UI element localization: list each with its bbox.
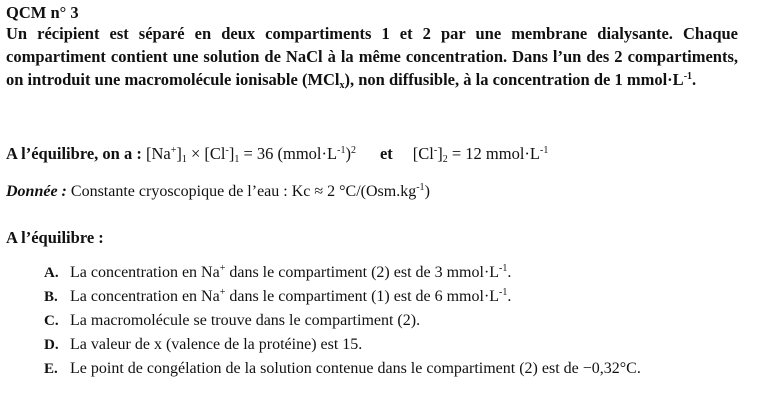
donnee-text: Constante cryoscopique de l’eau : Kc ≈ 2 °C/(Osm.kg (66, 183, 417, 200)
equilibrium-line (6, 144, 548, 164)
option-text-mid: dans le compartiment (2) est de 3 mmol·L (225, 264, 500, 281)
option-letter: E. (44, 361, 58, 377)
cl-open: [Cl (204, 144, 226, 163)
answer-options (44, 262, 734, 382)
option-text-pre: La concentration en Na (70, 264, 220, 281)
option-d[interactable] (44, 334, 734, 356)
option-text-end: . (507, 264, 512, 281)
option-letter: D. (44, 337, 59, 353)
option-b[interactable] (44, 286, 734, 308)
cl-close: ] (228, 144, 235, 163)
na-charge: + (170, 145, 177, 156)
cl2-value: = 12 mmol·L (447, 144, 540, 163)
equilibrium-lead: A l’équilibre, on a : (6, 144, 146, 163)
cl-charge: - (225, 145, 229, 156)
option-c[interactable] (44, 310, 734, 332)
product-unit-exp: -1 (337, 145, 346, 156)
stem-text-end: ), non diffusible, à la concentration de 1 mmol·L (344, 70, 684, 89)
na-compartment: 1 (181, 154, 187, 165)
stem-subscript: x (339, 80, 345, 91)
donnee-label: Donnée : (6, 183, 67, 200)
question-stem (6, 22, 738, 91)
option-text-pre: La concentration en Na (70, 288, 220, 305)
donnee-tail: ) (424, 183, 430, 200)
times-sign: × (186, 144, 205, 163)
option-text: La valeur de x (valence de la protéine) est 15. (70, 336, 363, 353)
option-letter: B. (44, 289, 58, 305)
stem-tail: . (692, 70, 697, 89)
na-close: ] (176, 144, 182, 163)
unit-exponent: -1 (499, 263, 508, 274)
stem-text: Un récipient est séparé en deux compartiments 1 et 2 par une membrane dialysante. Chaque compartiment contient une solution de NaCl à la même concentration. Dans l’un des 2 compartiments, on introduit une macromolécule ionisable (MCl (6, 24, 738, 89)
option-a[interactable] (44, 262, 734, 284)
donnee-line (6, 183, 430, 201)
option-letter: C. (44, 313, 59, 329)
option-text-mid: dans le compartiment (1) est de 6 mmol·L (225, 288, 500, 305)
option-e[interactable] (44, 358, 734, 380)
option-text-end: . (507, 288, 512, 305)
product-value: = 36 (mmol·L (239, 144, 338, 163)
options-heading: A l’équilibre : (6, 228, 104, 247)
stem-superscript: -1 (683, 71, 693, 82)
cl2-close: ] (437, 144, 443, 163)
product-close: ) (345, 144, 351, 163)
ion-charge: + (219, 287, 226, 298)
na-open: [Na (145, 144, 171, 163)
question-title: QCM n° 3 (6, 3, 79, 22)
cl2-compartment: 2 (442, 154, 448, 165)
unit-exponent: -1 (499, 287, 508, 298)
cl2-open: [Cl (412, 144, 434, 163)
product-power: 2 (350, 145, 356, 156)
option-text: Le point de congélation de la solution contenue dans le compartiment (2) est de −0,32°C. (70, 360, 641, 377)
option-text: La macromolécule se trouve dans le compartiment (2). (70, 312, 421, 329)
cl2-charge: - (433, 145, 438, 156)
cl2-unit-exp: -1 (539, 145, 549, 156)
et-conjunction: et (379, 144, 393, 163)
option-letter: A. (44, 265, 59, 281)
option-text (70, 262, 734, 284)
cl-compartment: 1 (234, 154, 240, 165)
donnee-superscript: -1 (416, 182, 425, 193)
ion-charge: + (219, 263, 226, 274)
option-text (70, 286, 734, 308)
